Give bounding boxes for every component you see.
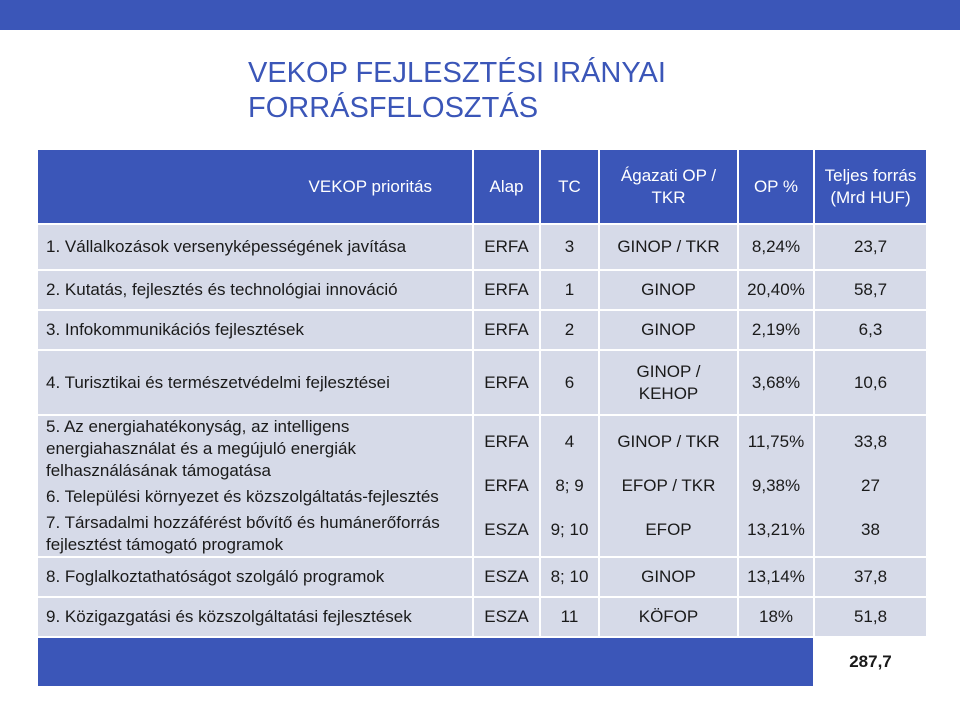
row-6-tc: 8; 9 — [555, 476, 584, 495]
row-6-total: 27 — [861, 476, 880, 495]
rows-5-7-priority — [38, 416, 472, 556]
row-4-total: 10,6 — [815, 351, 926, 414]
row-3-total: 6,3 — [815, 311, 926, 349]
row-4-fund: ERFA — [474, 351, 539, 414]
page-title-line-1: VEKOP FEJLESZTÉSI IRÁNYAI — [248, 57, 666, 89]
row-6-priority: 6. Települési környezet és közszolgáltatás-fejlesztés — [46, 487, 439, 506]
header-priority: VEKOP prioritás — [38, 150, 472, 223]
rows-5-7-pct — [739, 416, 813, 556]
row-5-pct: 11,75% — [747, 432, 805, 451]
row-2-total: 58,7 — [815, 271, 926, 309]
row-1-total: 23,7 — [815, 225, 926, 269]
row-9-priority: 9. Közigazgatási és közszolgáltatási fejlesztések — [38, 598, 472, 636]
row-1-priority: 1. Vállalkozások versenyképességének javítása — [38, 225, 472, 269]
row-9-tc: 11 — [541, 598, 598, 636]
row-7-pct: 13,21% — [747, 520, 805, 539]
row-9-pct: 18% — [739, 598, 813, 636]
row-3-priority: 3. Infokommunikációs fejlesztések — [38, 311, 472, 349]
rows-5-7-op — [600, 416, 737, 556]
row-6-op: EFOP / TKR — [621, 476, 716, 495]
row-6-pct: 9,38% — [751, 476, 801, 495]
row-8-pct: 13,14% — [739, 558, 813, 596]
row-1-pct: 8,24% — [739, 225, 813, 269]
row-2-op: GINOP — [600, 271, 737, 309]
grand-total: 287,7 — [815, 638, 926, 686]
rows-5-7-fund — [474, 416, 539, 556]
row-9-total: 51,8 — [815, 598, 926, 636]
row-3-tc: 2 — [541, 311, 598, 349]
row-4-op: GINOP / KEHOP — [600, 351, 737, 414]
header-fund: Alap — [474, 150, 539, 223]
page-title-line-2: FORRÁSFELOSZTÁS — [248, 92, 539, 124]
row-2-priority: 2. Kutatás, fejlesztés és technológiai innováció — [38, 271, 472, 309]
row-9-op: KÖFOP — [600, 598, 737, 636]
row-7-fund: ESZA — [484, 520, 529, 539]
row-5-fund: ERFA — [484, 432, 529, 451]
header-tc: TC — [541, 150, 598, 223]
row-1-op: GINOP / TKR — [600, 225, 737, 269]
row-2-tc: 1 — [541, 271, 598, 309]
row-6-fund: ERFA — [484, 476, 529, 495]
row-8-total: 37,8 — [815, 558, 926, 596]
row-7-priority: 7. Társadalmi hozzáférést bővítő és humánerőforrás fejlesztést támogató programok — [46, 513, 440, 554]
row-7-tc: 9; 10 — [550, 520, 589, 539]
row-5-priority: 5. Az energiahatékonyság, az intelligens energiahasználat és a megújuló energiák felhasználásának támogatása — [46, 417, 356, 480]
header-total: Teljes forrás (Mrd HUF) — [815, 150, 926, 223]
total-row-band — [38, 638, 813, 686]
rows-5-7-tc — [541, 416, 598, 556]
row-8-priority: 8. Foglalkoztathatóságot szolgáló programok — [38, 558, 472, 596]
row-7-total: 38 — [861, 520, 880, 539]
header-op: Ágazati OP / TKR — [600, 150, 737, 223]
row-3-op: GINOP — [600, 311, 737, 349]
row-7-op: EFOP — [645, 520, 692, 539]
row-5-op: GINOP / TKR — [617, 432, 720, 451]
rows-5-7-total — [815, 416, 926, 556]
row-8-op: GINOP — [600, 558, 737, 596]
row-4-priority: 4. Turisztikai és természetvédelmi fejlesztései — [38, 351, 472, 414]
row-4-pct: 3,68% — [739, 351, 813, 414]
row-1-tc: 3 — [541, 225, 598, 269]
row-8-tc: 8; 10 — [541, 558, 598, 596]
row-9-fund: ESZA — [474, 598, 539, 636]
row-8-fund: ESZA — [474, 558, 539, 596]
row-5-tc: 4 — [564, 432, 575, 451]
top-banner — [0, 0, 960, 30]
row-2-fund: ERFA — [474, 271, 539, 309]
row-2-pct: 20,40% — [739, 271, 813, 309]
row-3-pct: 2,19% — [739, 311, 813, 349]
row-5-total: 33,8 — [853, 432, 888, 451]
row-1-fund: ERFA — [474, 225, 539, 269]
page-title — [248, 56, 666, 126]
row-4-tc: 6 — [541, 351, 598, 414]
row-3-fund: ERFA — [474, 311, 539, 349]
header-op-pct: OP % — [739, 150, 813, 223]
allocation-table — [38, 150, 916, 700]
